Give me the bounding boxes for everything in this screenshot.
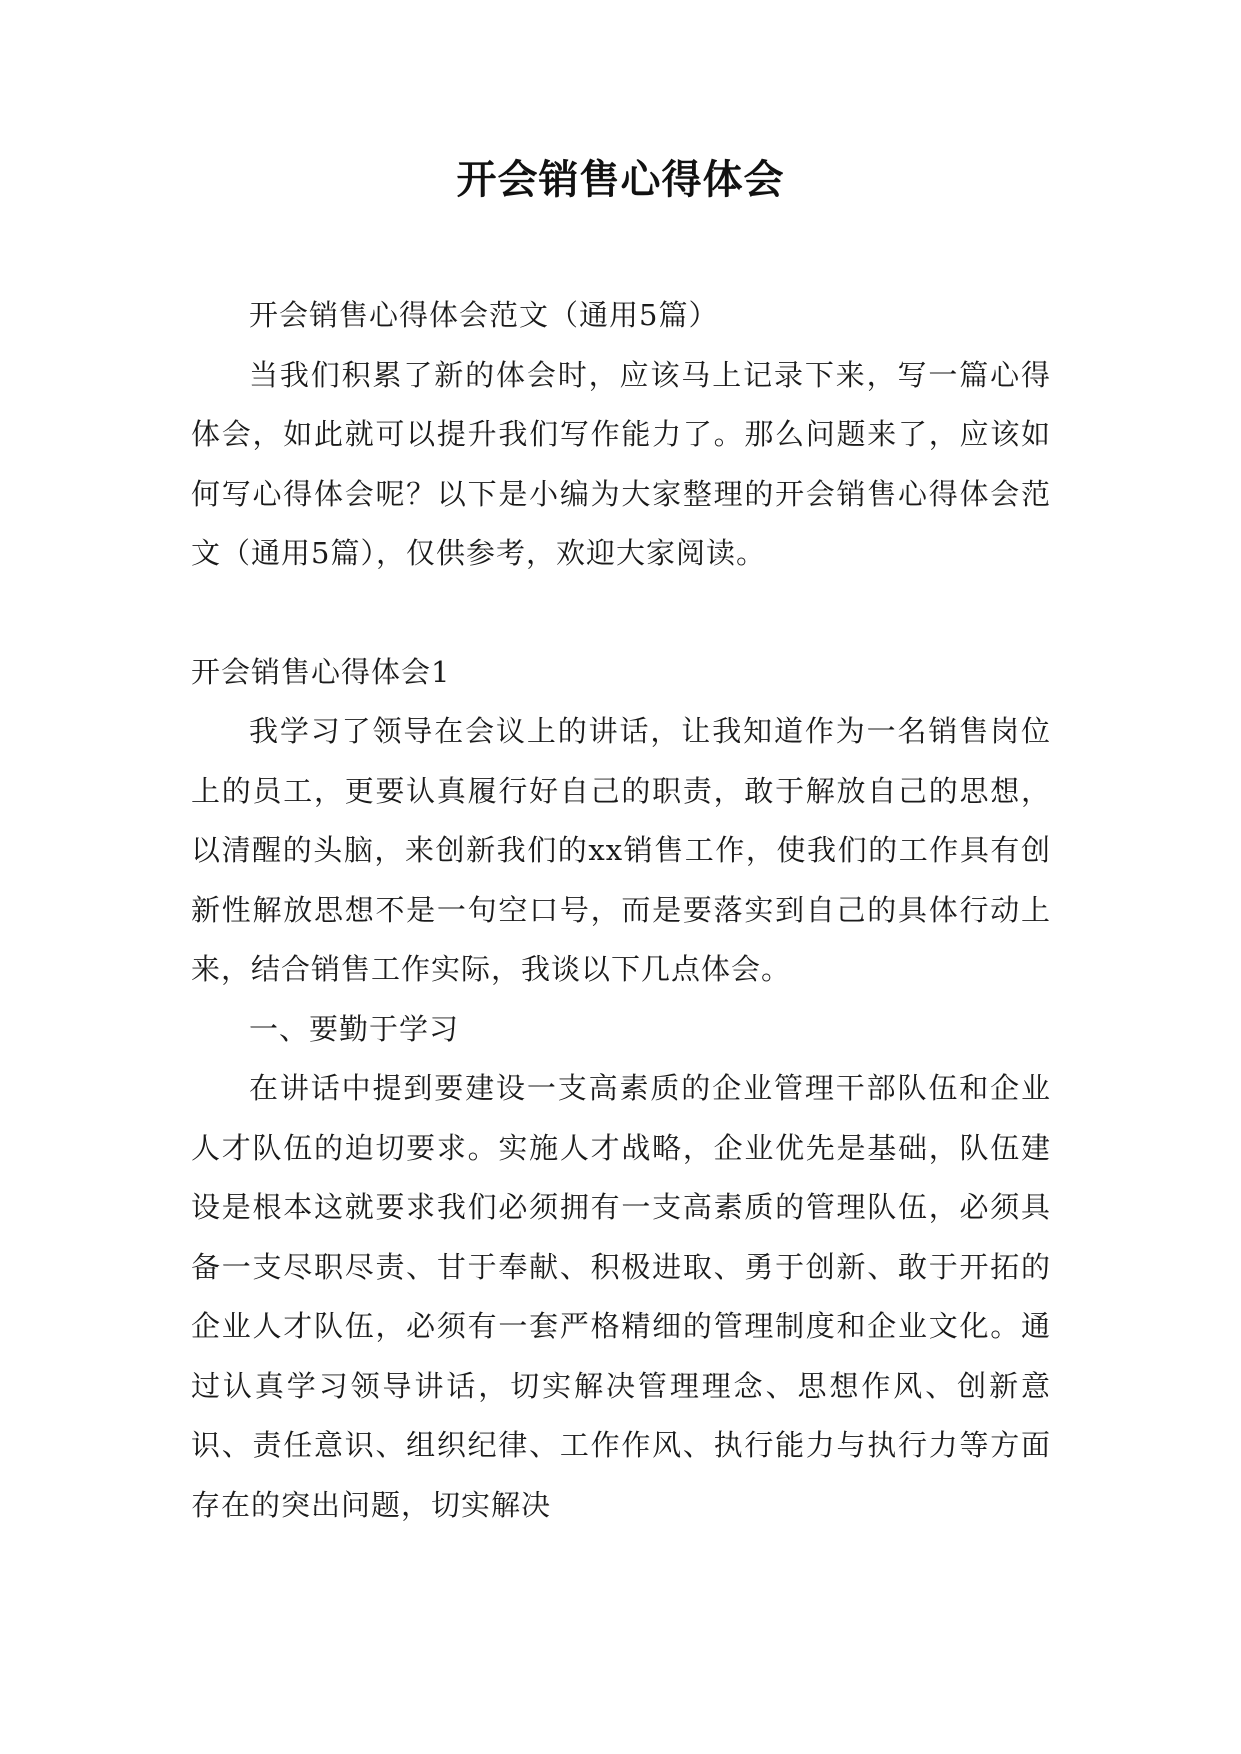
paragraph-gap (191, 584, 1051, 643)
subtitle-paragraph: 开会销售心得体会范文（通用5篇） (249, 298, 719, 332)
intro-paragraph: 当我们积累了新的体会时，应该马上记录下来，写一篇心得体会，如此就可以提升我们写作能力了。那么问题来了，应该如何写心得体会呢？以下是小编为大家整理的开会销售心得体会范文（通用5篇），仅供参考，欢迎大家阅读。 (191, 357, 1051, 570)
body-paragraph: 我学习了领导在会议上的讲话，让我知道作为一名销售岗位上的员工，更要认真履行好自己的职责，敢于解放自己的思想，以清醒的头脑，来创新我们的xx销售工作，使我们的工作具有创新性解放思想不是一句空口号，而是要落实到自己的具体行动上来，结合销售工作实际，我谈以下几点体会。 (191, 714, 1051, 986)
section-heading: 开会销售心得体会1 (191, 654, 451, 689)
document-title: 开会销售心得体会 (456, 157, 785, 203)
body-paragraph: 在讲话中提到要建设一支高素质的企业管理干部队伍和企业人才队伍的迫切要求。实施人才战略，企业优先是基础，队伍建设是根本这就要求我们必须拥有一支高素质的管理队伍，必须具备一支尽职尽责、甘于奉献、积极进取、勇于创新、敢于开拓的企业人才队伍，必须有一套严格精细的管理制度和企业文化。通过认真学习领导讲话，切实解决管理理念、思想作风、创新意识、责任意识、组织纪律、工作作风、执行能力与执行力等方面存在的突出问题，切实解决 (191, 1071, 1051, 1522)
document-body (191, 286, 1051, 1535)
subsection-heading: 一、要勤于学习 (249, 1011, 460, 1046)
